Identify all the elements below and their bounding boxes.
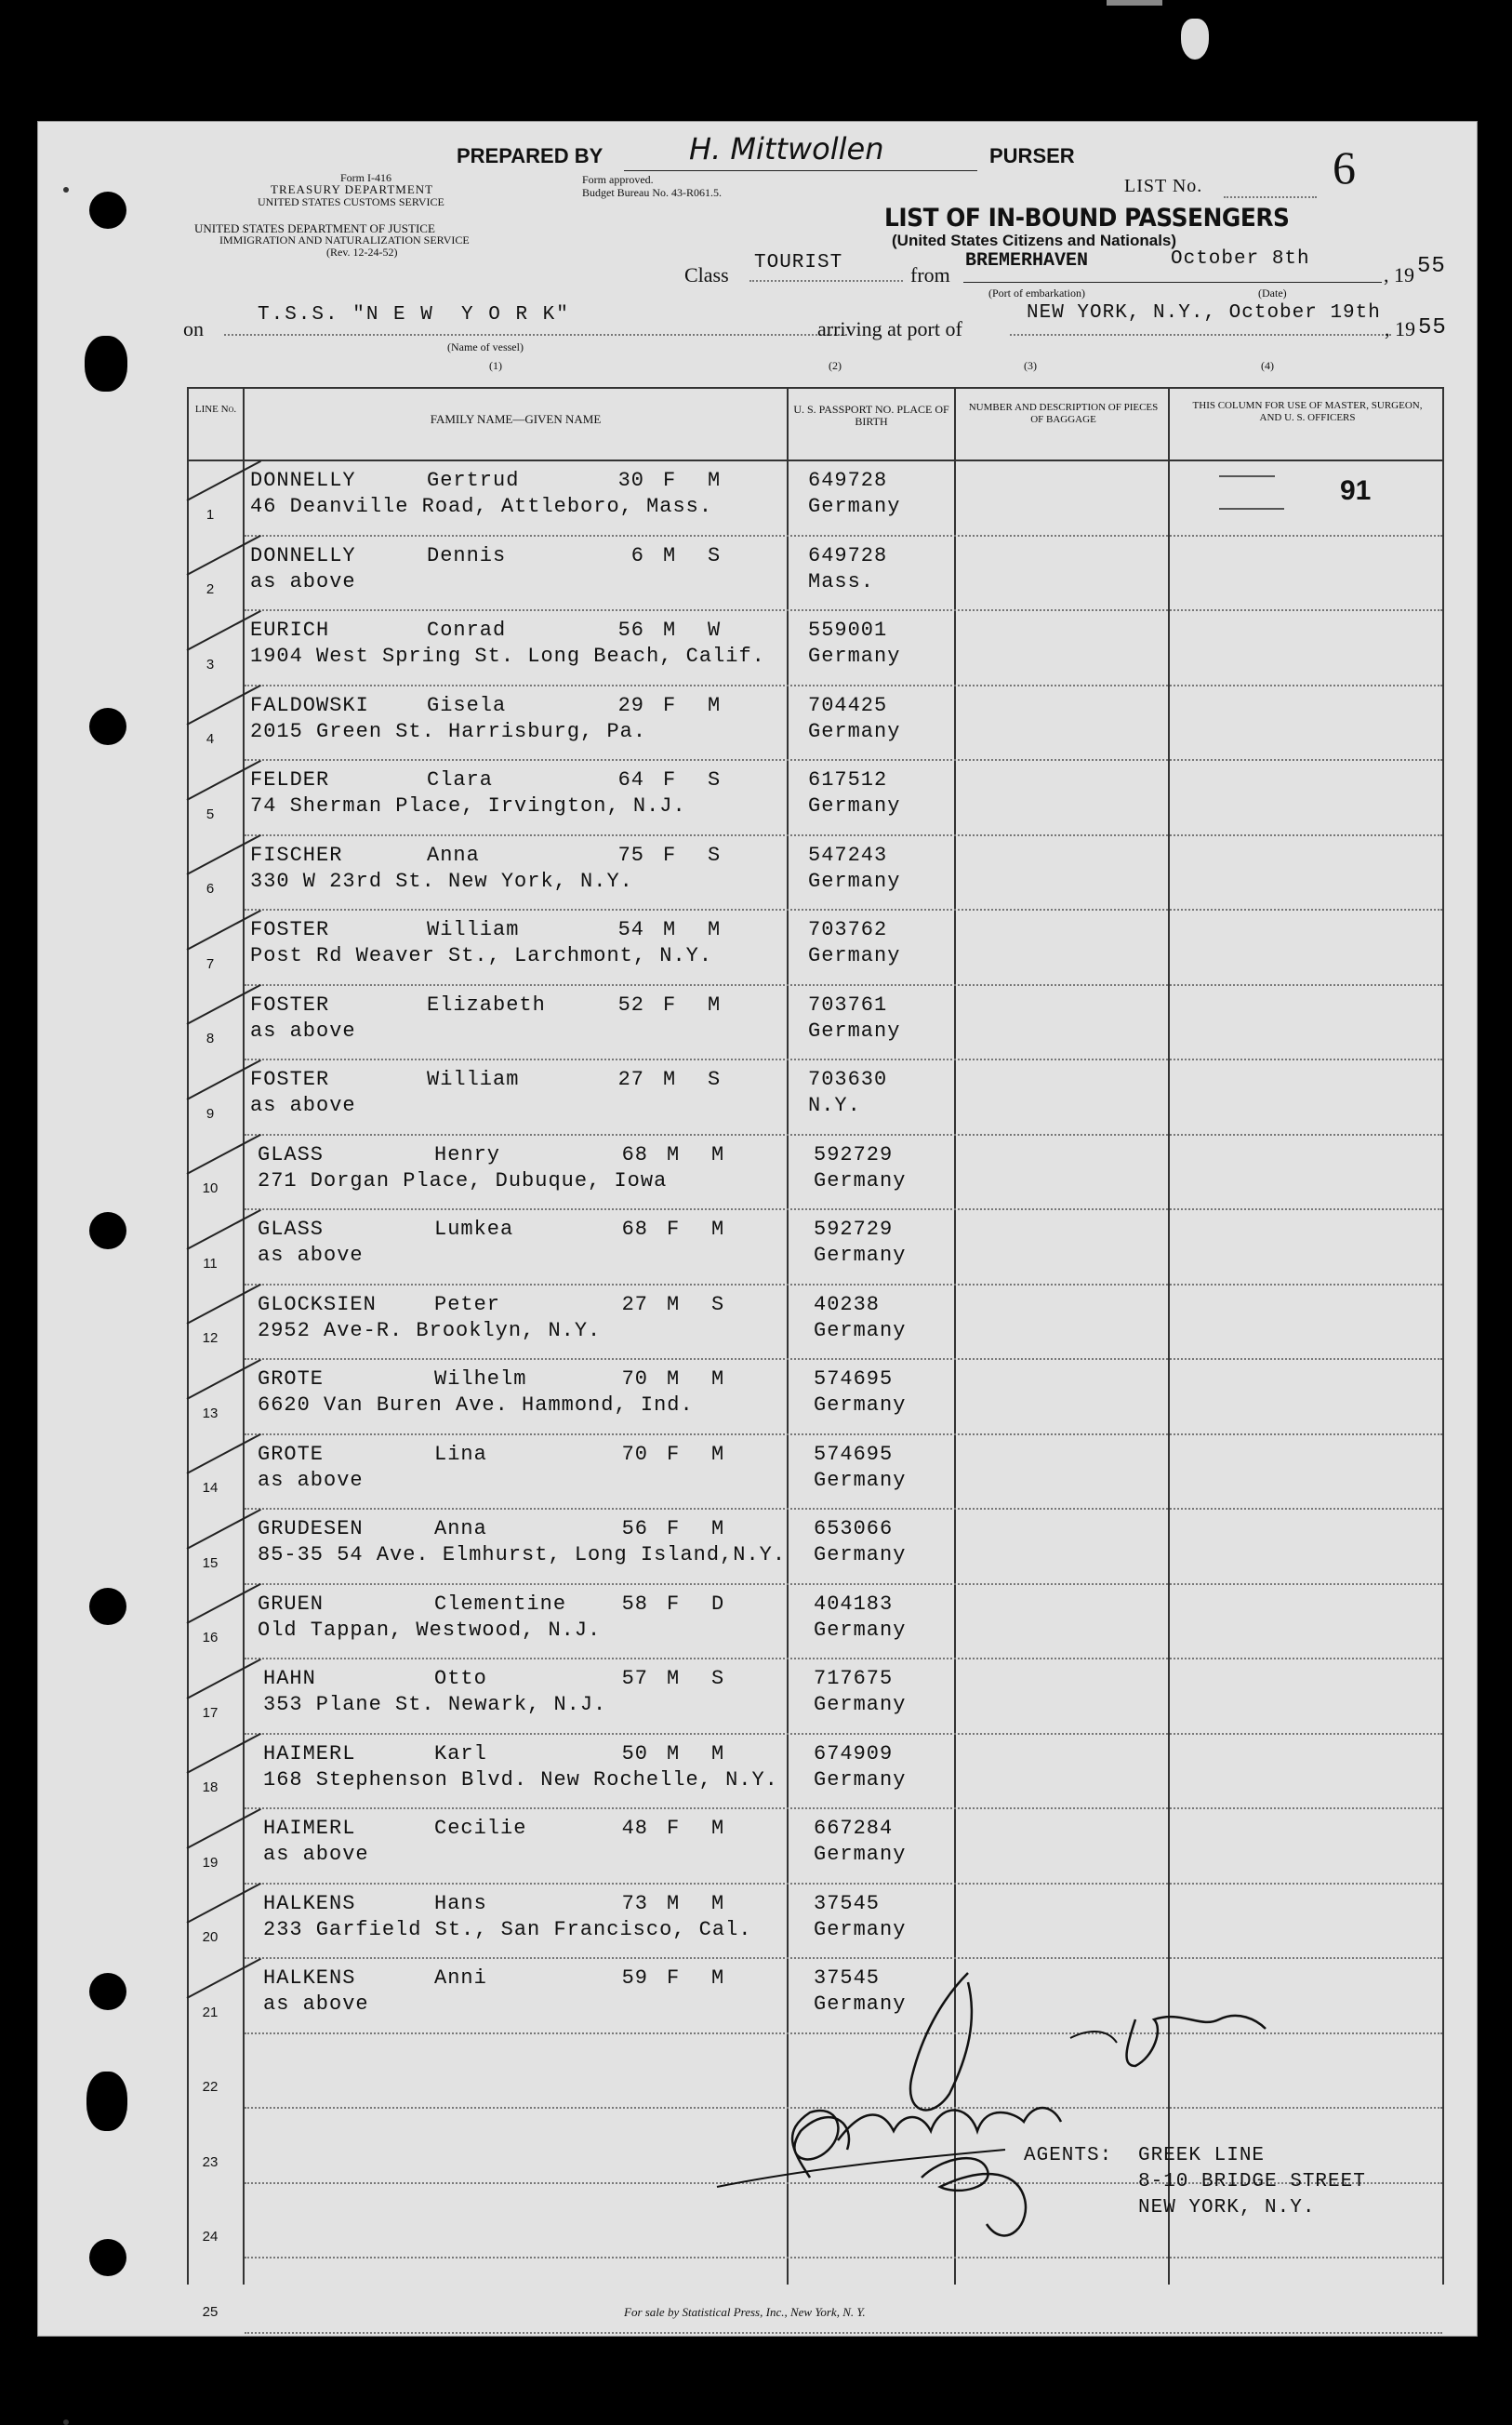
home-address: as above <box>263 1843 369 1866</box>
place-of-birth: Germany <box>814 1843 907 1866</box>
check-mark <box>187 1433 261 1474</box>
age: 70 <box>621 1367 648 1391</box>
check-mark <box>187 1358 261 1399</box>
line-number: 21 <box>202 2004 219 2020</box>
family-name: FOSTER <box>250 1068 330 1091</box>
form-subtitle: (United States Citizens and Nationals) <box>892 232 1177 249</box>
sex: F <box>663 768 677 792</box>
line-number: 3 <box>206 656 215 673</box>
class-value: TOURIST <box>754 252 843 273</box>
sex: F <box>667 1817 681 1840</box>
table-row <box>187 686 1444 762</box>
home-address: 233 Garfield St., San Francisco, Cal. <box>263 1917 752 1941</box>
year-1: 55 <box>1417 254 1446 279</box>
family-name: GRUDESEN <box>258 1517 364 1540</box>
sex: F <box>663 993 677 1017</box>
family-name: HALKENS <box>263 1966 356 1990</box>
passport-number: 649728 <box>808 469 888 492</box>
punch-hole <box>89 708 126 745</box>
departure-date: October 8th <box>1171 248 1310 270</box>
place-of-birth: Germany <box>814 1992 907 2016</box>
margin-tick <box>63 2419 69 2425</box>
table-row <box>187 1735 1444 1810</box>
list-no-label: LIST No. <box>1124 176 1203 196</box>
family-name: FOSTER <box>250 993 330 1017</box>
sex: M <box>667 1292 681 1316</box>
age: 50 <box>621 1741 648 1765</box>
place-of-birth: Germany <box>814 1618 907 1642</box>
table-row <box>187 537 1444 612</box>
table-row <box>187 611 1444 686</box>
passport-number: 617512 <box>808 768 888 792</box>
passport-number: 559001 <box>808 619 888 642</box>
sex: F <box>663 843 677 867</box>
arriving-label: arriving at port of <box>817 317 962 340</box>
place-of-birth: Germany <box>814 1468 907 1492</box>
place-of-birth: Germany <box>808 495 901 518</box>
place-of-birth: Germany <box>814 1767 907 1792</box>
marital-status: S <box>708 768 722 792</box>
line-number: 17 <box>202 1704 219 1721</box>
home-address: 74 Sherman Place, Irvington, N.J. <box>250 794 686 818</box>
age: 70 <box>621 1442 648 1466</box>
given-name: Anna <box>434 1517 487 1540</box>
list-no-value: 6 <box>1333 141 1356 193</box>
check-mark <box>187 1583 261 1624</box>
passport-number: 703761 <box>808 993 888 1017</box>
family-name: FISCHER <box>250 843 343 867</box>
check-mark <box>187 1208 261 1249</box>
family-name: GRUEN <box>258 1592 325 1616</box>
form-approved: Form approved. <box>582 173 654 186</box>
sex: M <box>667 1667 681 1690</box>
table-row <box>187 1585 1444 1660</box>
table-row <box>187 1435 1444 1511</box>
check-mark <box>187 1883 261 1924</box>
agents-line-1: GREEK LINE <box>1138 2145 1266 2166</box>
family-name: GLASS <box>258 1142 325 1166</box>
place-of-birth: Germany <box>814 1917 907 1941</box>
place-of-birth: Germany <box>808 719 901 743</box>
budget-bureau: Budget Bureau No. 43-R061.5. <box>582 186 722 199</box>
age: 30 <box>617 469 644 492</box>
sex: F <box>667 1517 681 1540</box>
given-name: Wilhelm <box>434 1367 527 1391</box>
marital-status: S <box>711 1292 725 1316</box>
table-row <box>187 911 1444 986</box>
col-header-baggage: NUMBER AND DESCRIPTION OF PIECES OF BAGGAGE <box>968 402 1159 425</box>
sex: M <box>663 619 677 642</box>
place-of-birth: Mass. <box>808 569 875 593</box>
agents-label: AGENTS: <box>1024 2145 1113 2166</box>
sex: F <box>667 1966 681 1990</box>
age: 73 <box>621 1891 648 1915</box>
passport-number: 574695 <box>814 1442 894 1466</box>
given-name: Lina <box>434 1442 487 1466</box>
given-name: Otto <box>434 1667 487 1690</box>
given-name: Anni <box>434 1966 487 1990</box>
family-name: GROTE <box>258 1442 325 1466</box>
given-name: William <box>427 918 520 941</box>
col-header-passport: U. S. PASSPORT NO. PLACE OF BIRTH <box>793 403 949 428</box>
sex: M <box>667 1891 681 1915</box>
marital-status: M <box>711 1517 725 1540</box>
form-number: Form I-416 <box>340 171 391 184</box>
table-row <box>187 1136 1444 1211</box>
line-number: 7 <box>206 955 215 972</box>
line-number: 18 <box>202 1779 219 1795</box>
passport-number: 667284 <box>814 1817 894 1840</box>
place-of-birth: Germany <box>814 1543 907 1566</box>
ins-service: IMMIGRATION AND NATURALIZATION SERVICE <box>219 233 470 246</box>
passenger-manifest-sheet <box>37 121 1478 2337</box>
passport-number: 592729 <box>814 1218 894 1241</box>
col-header-name: FAMILY NAME—GIVEN NAME <box>430 412 602 426</box>
home-address: 353 Plane St. Newark, N.J. <box>263 1693 607 1716</box>
home-address: as above <box>258 1244 364 1267</box>
purser-label: PURSER <box>989 144 1075 167</box>
justice-dept: UNITED STATES DEPARTMENT OF JUSTICE <box>194 221 435 235</box>
on-label: on <box>183 317 204 340</box>
line-number: 22 <box>202 2079 219 2095</box>
passport-number: 704425 <box>808 693 888 717</box>
family-name: HAHN <box>263 1667 316 1690</box>
sex: F <box>663 469 677 492</box>
age: 59 <box>621 1966 648 1990</box>
given-name: Conrad <box>427 619 507 642</box>
check-mark <box>187 1957 261 1998</box>
age: 58 <box>621 1592 648 1616</box>
passport-number: 649728 <box>808 543 888 567</box>
sex: M <box>667 1741 681 1765</box>
table-row <box>187 1809 1444 1885</box>
line-number: 8 <box>206 1031 215 1046</box>
col-index-3: (3) <box>1024 359 1037 372</box>
line-number: 2 <box>206 581 215 597</box>
list-no-line <box>1224 196 1317 198</box>
age: 57 <box>621 1667 648 1690</box>
home-address: 46 Deanville Road, Attleboro, Mass. <box>250 495 713 518</box>
age: 56 <box>617 619 644 642</box>
line-number: 25 <box>202 2303 219 2320</box>
prepared-by-label: PREPARED BY <box>457 144 603 167</box>
col-index-4: (4) <box>1261 359 1274 372</box>
family-name: DONNELLY <box>250 469 356 492</box>
home-address: Old Tappan, Westwood, N.J. <box>258 1618 602 1642</box>
marital-status: S <box>708 1068 722 1091</box>
marital-status: M <box>708 693 722 717</box>
family-name: FALDOWSKI <box>250 693 369 717</box>
family-name: FOSTER <box>250 918 330 941</box>
line-number: 11 <box>203 1255 218 1272</box>
table-row <box>187 1210 1444 1286</box>
table-row <box>187 1286 1444 1361</box>
table-row <box>187 461 1444 537</box>
age: 52 <box>617 993 644 1017</box>
vessel-line <box>224 334 847 336</box>
sex: F <box>667 1218 681 1241</box>
passport-number: 717675 <box>814 1667 894 1690</box>
age: 68 <box>621 1218 648 1241</box>
line-number: 19 <box>202 1854 219 1871</box>
given-name: Karl <box>434 1741 487 1765</box>
table-row <box>187 1360 1444 1435</box>
given-name: Clementine <box>434 1592 567 1616</box>
marital-status: S <box>708 843 722 867</box>
agents-line-3: NEW YORK, N.Y. <box>1138 2197 1316 2218</box>
place-of-birth: Germany <box>808 1019 901 1043</box>
footer-imprint: For sale by Statistical Press, Inc., New York, N. Y. <box>624 2305 866 2319</box>
from-label: from <box>910 263 950 286</box>
home-address: 1904 West Spring St. Long Beach, Calif. <box>250 645 765 668</box>
home-address: 2952 Ave-R. Brooklyn, N.Y. <box>258 1318 602 1342</box>
age: 56 <box>621 1517 648 1540</box>
year-prefix-2: , 19 <box>1385 317 1415 340</box>
home-address: as above <box>250 569 356 593</box>
passport-number: 674909 <box>814 1741 894 1765</box>
line-number: 6 <box>206 881 215 897</box>
check-mark <box>187 1733 261 1774</box>
age: 54 <box>617 918 644 941</box>
marital-status: M <box>711 1891 725 1915</box>
customs-service: UNITED STATES CUSTOMS SERVICE <box>258 195 444 208</box>
family-name: HAIMERL <box>263 1817 356 1840</box>
prepared-by-signature: H. Mittwollen <box>689 131 884 167</box>
line-number: 20 <box>202 1929 219 1945</box>
marital-status: S <box>711 1667 725 1690</box>
vessel-name: T.S.S. "N E W Y O R K" <box>258 304 570 326</box>
place-of-birth: N.Y. <box>808 1094 861 1117</box>
given-name: Lumkea <box>434 1218 514 1241</box>
sex: M <box>667 1142 681 1166</box>
age: 29 <box>617 693 644 717</box>
given-name: Gisela <box>427 693 507 717</box>
punch-hole <box>86 2072 127 2131</box>
line-number: 1 <box>206 506 215 523</box>
given-name: Peter <box>434 1292 501 1316</box>
marital-status: M <box>711 1741 725 1765</box>
sex: M <box>663 1068 677 1091</box>
given-name: William <box>427 1068 520 1091</box>
place-of-birth: Germany <box>814 1168 907 1193</box>
agents-line-2: 8-10 BRIDGE STREET <box>1138 2171 1366 2192</box>
line-number: 24 <box>202 2229 219 2245</box>
given-name: Hans <box>434 1891 487 1915</box>
family-name: FELDER <box>250 768 330 792</box>
vessel-caption: (Name of vessel) <box>447 340 524 353</box>
marital-status: M <box>708 918 722 941</box>
table-row <box>187 1659 1444 1735</box>
arrival-line <box>1010 334 1391 336</box>
arrival-port-date: NEW YORK, N.Y., October 19th <box>1027 302 1381 324</box>
passport-number: 592729 <box>814 1142 894 1166</box>
family-name: HAIMERL <box>263 1741 356 1765</box>
passport-number: 37545 <box>814 1966 881 1990</box>
place-of-birth: Germany <box>814 1393 907 1417</box>
class-line <box>749 280 903 282</box>
date-line <box>1163 282 1382 283</box>
home-address: 6620 Van Buren Ave. Hammond, Ind. <box>258 1393 694 1417</box>
place-of-birth: Germany <box>808 794 901 818</box>
place-of-birth: Germany <box>814 1244 907 1267</box>
given-name: Elizabeth <box>427 993 546 1017</box>
line-number: 12 <box>202 1330 219 1346</box>
line-number: 15 <box>202 1554 219 1571</box>
table-row <box>187 986 1444 1061</box>
given-name: Cecilie <box>434 1817 527 1840</box>
table-row <box>187 836 1444 912</box>
passport-number: 40238 <box>814 1292 881 1316</box>
treasury-dept: TREASURY DEPARTMENT <box>271 182 434 196</box>
line-number: 10 <box>202 1180 219 1196</box>
place-of-birth: Germany <box>808 869 901 893</box>
year-2: 55 <box>1418 315 1447 340</box>
col-index-2: (2) <box>829 359 842 372</box>
age: 75 <box>617 843 644 867</box>
marital-status: W <box>708 619 722 642</box>
line-number: 23 <box>202 2153 219 2170</box>
passport-number: 653066 <box>814 1517 894 1540</box>
home-address: 330 W 23rd St. New York, N.Y. <box>250 869 633 893</box>
marital-status: M <box>711 1142 725 1166</box>
table-row <box>187 1060 1444 1136</box>
home-address: as above <box>263 1992 369 2016</box>
sex: F <box>663 693 677 717</box>
given-name: Anna <box>427 843 480 867</box>
sex: M <box>663 543 677 567</box>
family-name: DONNELLY <box>250 543 356 567</box>
line-number: 4 <box>206 731 215 747</box>
home-address: as above <box>258 1468 364 1492</box>
col-header-line: LINE No. <box>194 404 237 415</box>
place-of-birth: Germany <box>814 1318 907 1342</box>
port-embarkation: BREMERHAVEN <box>965 250 1089 272</box>
from-line <box>963 282 1177 283</box>
row-separator <box>245 2332 1442 2334</box>
prepared-by-line <box>624 170 977 171</box>
home-address: 2015 Green St. Harrisburg, Pa. <box>250 719 647 743</box>
family-name: GROTE <box>258 1367 325 1391</box>
punch-hole <box>89 1212 126 1249</box>
line-number: 5 <box>206 806 215 822</box>
officer-mark: 91 <box>1340 475 1372 506</box>
marital-status: M <box>711 1367 725 1391</box>
family-name: GLASS <box>258 1218 325 1241</box>
passport-number: 547243 <box>808 843 888 867</box>
port-embark-caption: (Port of embarkation) <box>988 286 1085 300</box>
place-of-birth: Germany <box>814 1693 907 1716</box>
table-top-border <box>187 387 1444 389</box>
marital-status: M <box>711 1966 725 1990</box>
marital-status: M <box>711 1218 725 1241</box>
given-name: Clara <box>427 768 494 792</box>
home-address: 168 Stephenson Blvd. New Rochelle, N.Y. <box>263 1767 778 1792</box>
passport-number: 703630 <box>808 1068 888 1091</box>
sex: M <box>667 1367 681 1391</box>
check-mark <box>187 1658 261 1699</box>
marital-status: D <box>711 1592 725 1616</box>
punch-hole <box>89 2239 126 2276</box>
marital-status: M <box>711 1817 725 1840</box>
passport-number: 404183 <box>814 1592 894 1616</box>
check-mark <box>187 1134 261 1175</box>
check-mark <box>187 1284 261 1325</box>
place-of-birth: Germany <box>808 645 901 668</box>
table-row <box>187 1510 1444 1585</box>
col-index-1: (1) <box>489 359 502 372</box>
margin-tick <box>63 187 69 193</box>
line-number: 13 <box>202 1405 219 1421</box>
sex: F <box>667 1592 681 1616</box>
punch-hole <box>85 336 127 392</box>
place-of-birth: Germany <box>808 944 901 967</box>
age: 48 <box>621 1817 648 1840</box>
date-caption: (Date) <box>1258 286 1287 300</box>
punch-hole <box>89 1588 126 1625</box>
passport-number: 37545 <box>814 1891 881 1915</box>
home-address: as above <box>250 1019 356 1043</box>
check-mark <box>187 1807 261 1848</box>
marital-status: M <box>711 1442 725 1466</box>
home-address: 271 Dorgan Place, Dubuque, Iowa <box>258 1168 668 1193</box>
marital-status: S <box>708 543 722 567</box>
given-name: Gertrud <box>427 469 520 492</box>
home-address: 85-35 54 Ave. Elmhurst, Long Island,N.Y. <box>258 1543 787 1566</box>
passport-number: 703762 <box>808 918 888 941</box>
sex: F <box>667 1442 681 1466</box>
corner-mark <box>1181 19 1209 60</box>
form-title: LIST OF IN-BOUND PASSENGERS <box>884 204 1290 233</box>
age: 27 <box>617 1068 644 1091</box>
age: 27 <box>621 1292 648 1316</box>
marital-status: M <box>708 469 722 492</box>
table-row <box>187 761 1444 836</box>
line-number: 14 <box>202 1480 219 1496</box>
corner-mark-top <box>1107 0 1162 6</box>
class-label: Class <box>684 263 729 286</box>
family-name: HALKENS <box>263 1891 356 1915</box>
family-name: GLOCKSIEN <box>258 1292 377 1316</box>
line-number: 16 <box>202 1630 219 1646</box>
home-address: as above <box>250 1094 356 1117</box>
passport-number: 574695 <box>814 1367 894 1391</box>
home-address: Post Rd Weaver St., Larchmont, N.Y. <box>250 944 713 967</box>
punch-hole <box>89 192 126 229</box>
age: 68 <box>621 1142 648 1166</box>
check-mark <box>187 1508 261 1549</box>
year-prefix-1: , 19 <box>1384 263 1414 286</box>
age: 64 <box>617 768 644 792</box>
family-name: EURICH <box>250 619 330 642</box>
given-name: Dennis <box>427 543 507 567</box>
age: 6 <box>630 543 644 567</box>
sex: M <box>663 918 677 941</box>
table-row <box>187 2258 1444 2334</box>
revision-date: (Rev. 12-24-52) <box>326 246 398 259</box>
line-number: 9 <box>206 1105 215 1122</box>
marital-status: M <box>708 993 722 1017</box>
col-header-officers: THIS COLUMN FOR USE OF MASTER, SURGEON, AND U. S. OFFICERS <box>1192 400 1423 423</box>
given-name: Henry <box>434 1142 501 1166</box>
punch-hole <box>89 1973 126 2010</box>
